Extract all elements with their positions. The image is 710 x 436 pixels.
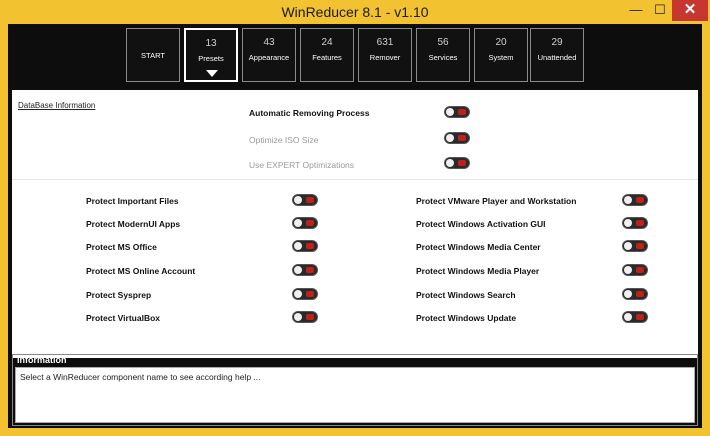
off-indicator-icon [636,220,644,226]
off-indicator-icon [458,135,466,141]
protect-ms-online-account-toggle[interactable] [292,264,318,276]
toggle-knob-icon [294,242,302,250]
protect-modernui-apps-toggle[interactable] [292,217,318,229]
tab-system[interactable] [474,28,528,82]
protect-virtualbox-toggle[interactable] [292,311,318,323]
protect-modernui-apps-label: Protect ModernUI Apps [86,219,181,229]
tab-unattended[interactable] [530,28,584,82]
protect-windows-search-label: Protect Windows Search [416,290,516,300]
minimize-button[interactable]: — [629,2,643,17]
toggle-knob-icon [446,159,454,167]
off-indicator-icon [458,109,466,115]
protect-important-files-label: Protect Important Files [86,196,179,206]
off-indicator-icon [636,197,644,203]
tab-label: Unattended [537,53,577,62]
toggle-knob-icon [624,242,632,250]
protect-ms-office-label: Protect MS Office [86,242,157,252]
protect-windows-update-toggle[interactable] [622,311,648,323]
tab-count: 20 [495,37,507,48]
off-indicator-icon [306,314,314,320]
active-tab-arrow-icon [206,70,218,77]
title-bar [0,0,710,24]
tab-label: Appearance [248,53,290,62]
protect-sysprep-label: Protect Sysprep [86,290,152,300]
optimize-iso-size-label: Optimize ISO Size [249,135,319,145]
protect-virtualbox-label: Protect VirtualBox [86,313,161,323]
tab-label: Features [312,53,342,62]
tab-label: Services [428,53,458,62]
tab-services[interactable] [416,28,470,82]
tab-label: System [488,53,514,62]
protect-windows-activation-gui-toggle[interactable] [622,217,648,229]
optimize-iso-size-toggle[interactable] [444,132,470,144]
off-indicator-icon [636,243,644,249]
off-indicator-icon [636,267,644,273]
window-title: WinReducer 8.1 - v1.10 [281,4,429,20]
information-title: Information [17,355,67,365]
toggle-knob-icon [294,196,302,204]
tab-presets[interactable] [184,28,238,82]
use-expert-optimizations-label: Use EXPERT Optimizations [249,160,355,170]
tab-features[interactable] [300,28,354,82]
protect-vmware-label: Protect VMware Player and Workstation [416,196,577,206]
toggle-knob-icon [624,313,632,321]
protect-windows-media-center-toggle[interactable] [622,240,648,252]
information-text: Select a WinReducer component name to see according help ... [20,372,261,382]
toggle-knob-icon [624,196,632,204]
protect-ms-office-toggle[interactable] [292,240,318,252]
database-information-link[interactable]: DataBase Information [18,101,96,110]
off-indicator-icon [636,291,644,297]
toggle-knob-icon [446,108,454,116]
protect-important-files-toggle[interactable] [292,194,318,206]
automatic-removing-process-label: Automatic Removing Process [249,108,370,118]
tab-remover[interactable] [358,28,412,82]
tab-count: 24 [321,37,333,48]
protect-windows-media-player-label: Protect Windows Media Player [416,266,540,276]
toggle-knob-icon [294,266,302,274]
off-indicator-icon [306,197,314,203]
use-expert-optimizations-toggle[interactable] [444,157,470,169]
toggle-knob-icon [624,266,632,274]
off-indicator-icon [306,243,314,249]
information-textbox[interactable] [15,367,695,423]
protect-vmware-toggle[interactable] [622,194,648,206]
off-indicator-icon [306,220,314,226]
tab-count: 56 [437,37,449,48]
off-indicator-icon [458,160,466,166]
toggle-knob-icon [624,290,632,298]
tab-label: START [141,51,165,60]
presets-panel [12,90,698,358]
off-indicator-icon [306,291,314,297]
tab-count: 43 [263,37,275,48]
tab-count: 29 [551,37,563,48]
protect-windows-media-center-label: Protect Windows Media Center [416,242,541,252]
tab-count: 13 [205,38,217,49]
protect-ms-online-account-label: Protect MS Online Account [86,266,196,276]
tab-label: Remover [369,53,401,62]
toggle-knob-icon [294,290,302,298]
protect-windows-activation-gui-label: Protect Windows Activation GUI [416,219,546,229]
general-options-section [12,90,698,180]
protect-windows-search-toggle[interactable] [622,288,648,300]
main-frame [8,24,702,428]
tab-appearance[interactable] [242,28,296,82]
off-indicator-icon [306,267,314,273]
information-group [12,354,698,426]
toggle-knob-icon [294,219,302,227]
protect-windows-media-player-toggle[interactable] [622,264,648,276]
toggle-knob-icon [446,134,454,142]
protect-windows-update-label: Protect Windows Update [416,313,517,323]
toggle-knob-icon [624,219,632,227]
tab-start[interactable] [126,28,180,82]
toggle-knob-icon [294,313,302,321]
automatic-removing-process-toggle[interactable] [444,106,470,118]
off-indicator-icon [636,314,644,320]
close-button[interactable]: ✕ [672,0,708,21]
tab-label: Presets [198,54,224,63]
maximize-button[interactable]: ☐ [654,2,666,17]
tab-count: 631 [376,37,394,48]
protect-sysprep-toggle[interactable] [292,288,318,300]
